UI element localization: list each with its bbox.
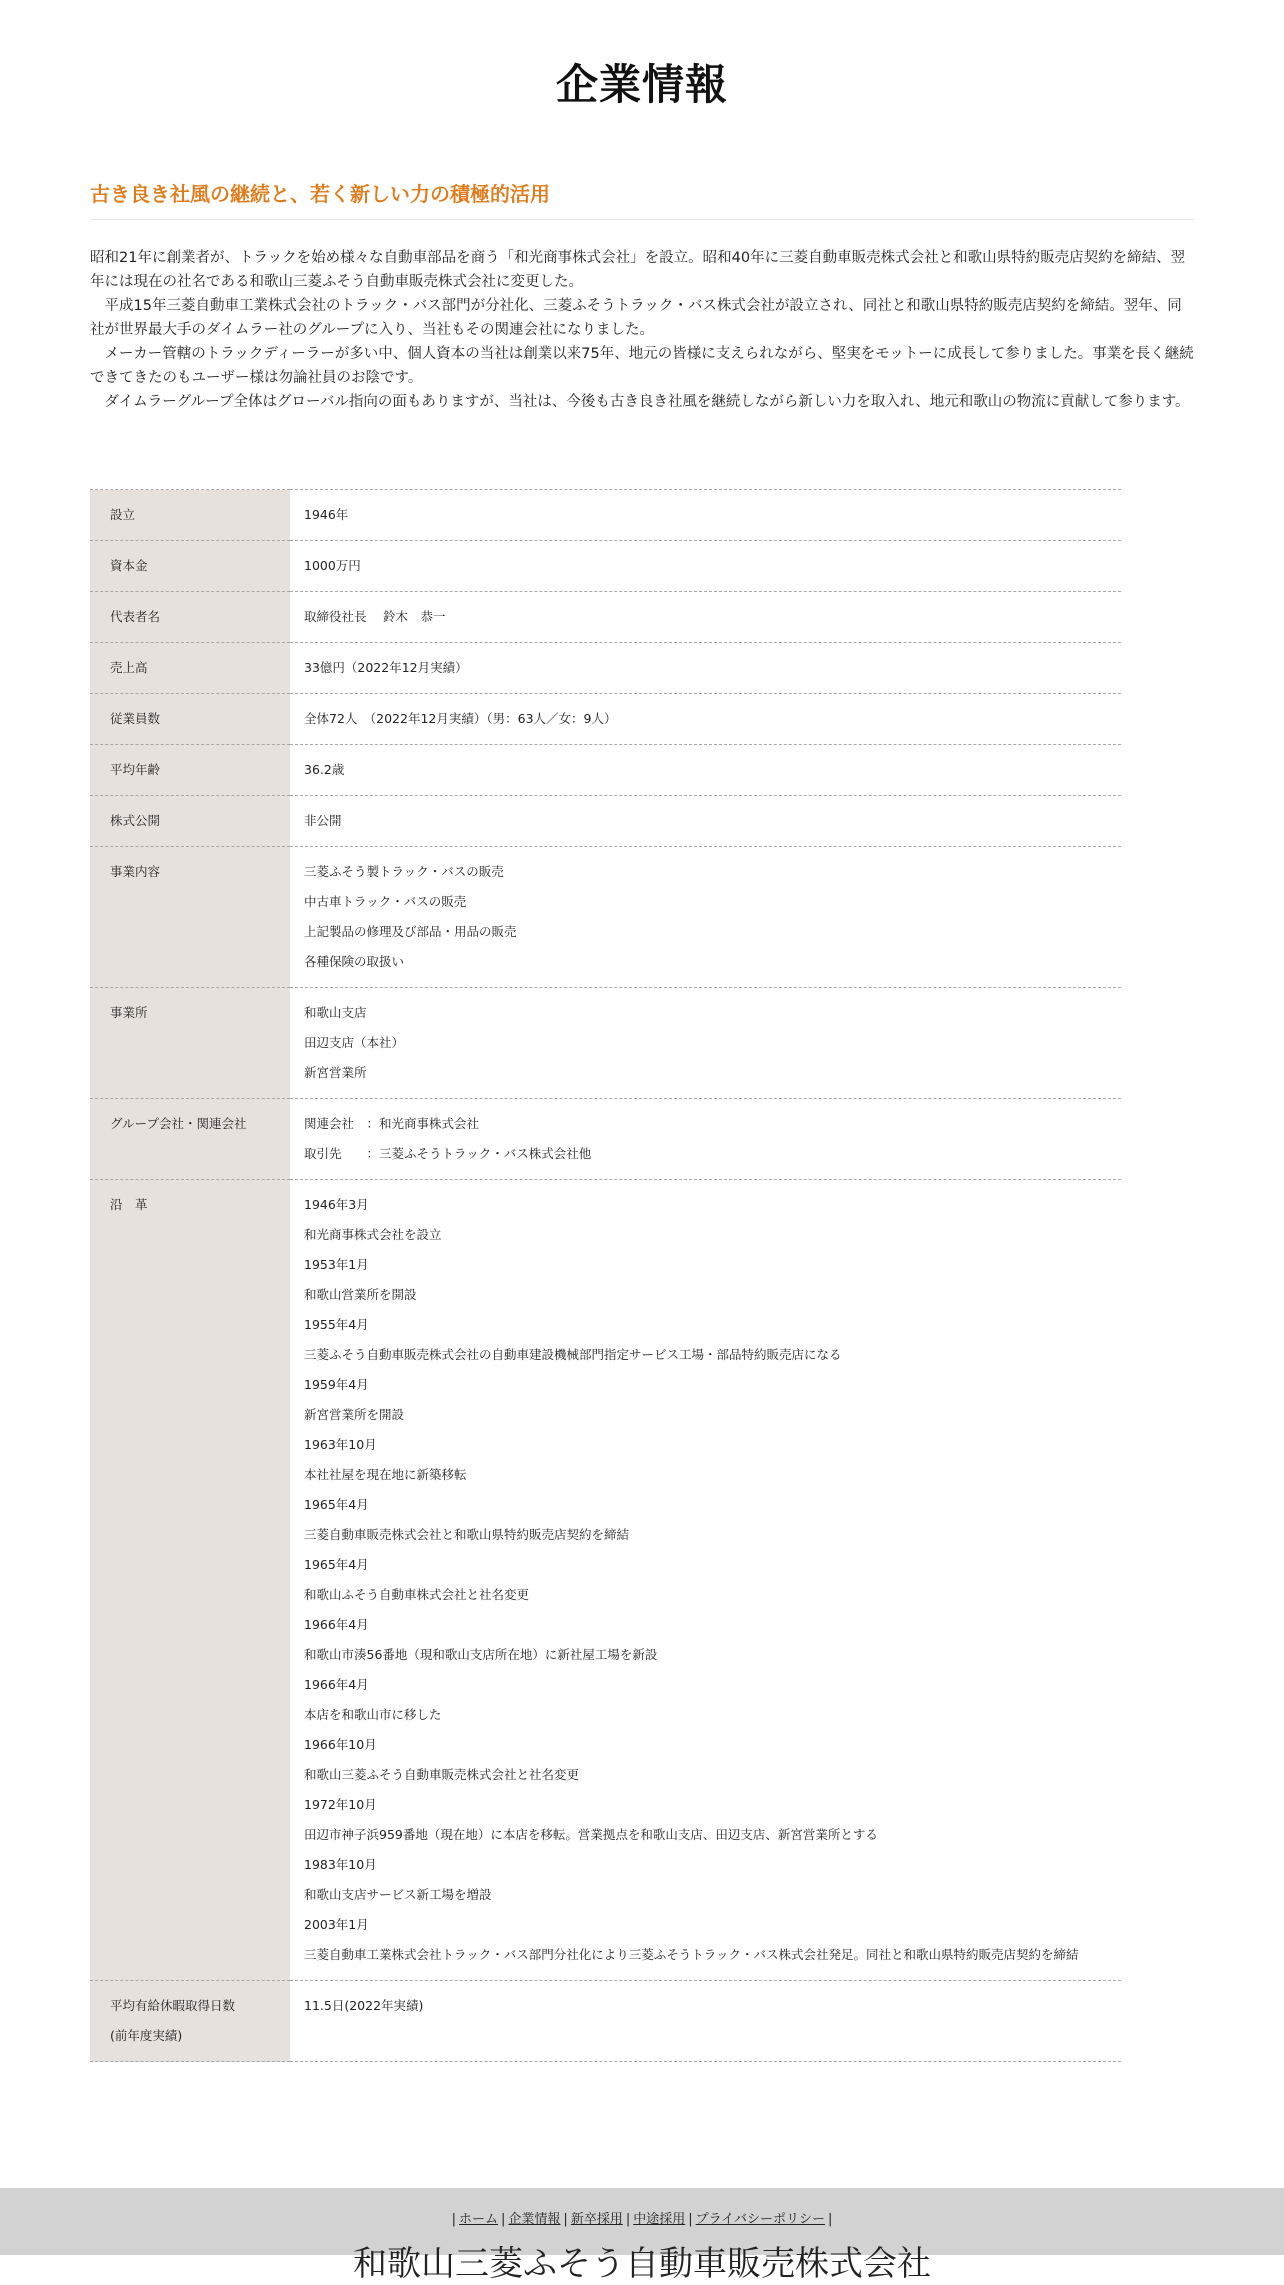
info-value-cell bbox=[290, 1099, 1121, 1180]
info-value: 1966年4月 bbox=[304, 1677, 369, 1692]
footer-company-name: 和歌山三菱ふそう自動車販売株式会社 bbox=[353, 2244, 931, 2284]
info-row bbox=[90, 988, 1121, 1099]
info-row bbox=[90, 1981, 1121, 2062]
info-label-cell bbox=[90, 643, 290, 694]
info-label-cell bbox=[90, 541, 290, 592]
info-value-cell bbox=[290, 847, 1121, 988]
info-label-cell bbox=[90, 745, 290, 796]
info-value: 36.2歳 bbox=[304, 762, 345, 777]
footer bbox=[0, 2188, 1284, 2284]
company-info-table bbox=[90, 489, 1121, 2062]
info-value: 新宮営業所 bbox=[304, 1065, 367, 1080]
info-value: 1965年4月 bbox=[304, 1497, 369, 1512]
section-heading: 古き良き社風の継続と、若く新しい力の積極的活用 bbox=[90, 178, 1194, 220]
info-value-cell bbox=[290, 1981, 1121, 2062]
info-value: 和歌山市湊56番地（現和歌山支店所在地）に新社屋工場を新設 bbox=[304, 1647, 658, 1662]
info-value: 1966年10月 bbox=[304, 1737, 377, 1752]
info-value-cell bbox=[290, 1180, 1121, 1981]
info-value: 田辺市神子浜959番地（現在地）に本店を移転。営業拠点を和歌山支店、田辺支店、新宮営業所とする bbox=[304, 1827, 878, 1842]
info-value: 1966年4月 bbox=[304, 1617, 369, 1632]
info-label: 代表者名 bbox=[110, 609, 161, 624]
info-value: 本社社屋を現在地に新築移転 bbox=[304, 1467, 467, 1482]
info-value: 関連会社 ：和光商事株式会社 bbox=[304, 1116, 480, 1131]
info-label-cell bbox=[90, 1180, 290, 1981]
info-value: 和歌山三菱ふそう自動車販売株式会社と社名変更 bbox=[304, 1767, 580, 1782]
intro-paragraph: ダイムラーグループ全体はグローバル指向の面もありますが、当社は、今後も古き良き社風を継続しながら新しい力を取入れ、地元和歌山の物流に貢献して参ります。 bbox=[104, 394, 1190, 410]
info-label: 従業員数 bbox=[110, 711, 161, 726]
info-row bbox=[90, 796, 1121, 847]
info-label-cell bbox=[90, 1981, 290, 2062]
footer-link-privacy-policy[interactable]: プライバシーポリシー bbox=[695, 2212, 825, 2227]
info-label: グループ会社・関連会社 bbox=[110, 1116, 247, 1131]
info-label: 事業所 bbox=[110, 1005, 148, 1020]
info-row bbox=[90, 694, 1121, 745]
info-value-cell bbox=[290, 541, 1121, 592]
info-value: 1965年4月 bbox=[304, 1557, 369, 1572]
info-value: 和光商事株式会社を設立 bbox=[304, 1227, 442, 1242]
info-label-cell bbox=[90, 1099, 290, 1180]
info-label: 事業内容 bbox=[110, 864, 161, 879]
info-value: 33億円（2022年12月実績） bbox=[304, 660, 468, 675]
info-label-cell bbox=[90, 592, 290, 643]
footer-link-mid-career[interactable]: 中途採用 bbox=[633, 2212, 686, 2227]
info-value: 本店を和歌山市に移した bbox=[304, 1707, 442, 1722]
info-label: (前年度実績) bbox=[110, 2028, 183, 2043]
info-label-cell bbox=[90, 847, 290, 988]
footer-nav: | ホーム | 企業情報 | 新卒採用 | 中途採用 | プライバシーポリシー | bbox=[451, 2212, 833, 2227]
info-value: 取引先 ：三菱ふそうトラック・バス株式会社他 bbox=[304, 1146, 592, 1161]
info-label: 沿 革 bbox=[110, 1197, 148, 1212]
info-value: 上記製品の修理及び部品・用品の販売 bbox=[304, 924, 517, 939]
info-value-cell bbox=[290, 796, 1121, 847]
info-label: 売上高 bbox=[110, 660, 148, 675]
info-row bbox=[90, 592, 1121, 643]
page-title: 企業情報 bbox=[555, 60, 728, 109]
info-value: 中古車トラック・バスの販売 bbox=[304, 894, 467, 909]
info-value: 和歌山支店 bbox=[304, 1005, 367, 1020]
info-row bbox=[90, 490, 1121, 541]
info-value: 三菱ふそう製トラック・バスの販売 bbox=[304, 864, 504, 879]
info-value-cell bbox=[290, 745, 1121, 796]
info-value: 各種保険の取扱い bbox=[304, 954, 405, 969]
info-label-cell bbox=[90, 694, 290, 745]
info-row bbox=[90, 847, 1121, 988]
intro-paragraph: 平成15年三菱自動車工業株式会社のトラック・バス部門が分社化、三菱ふそうトラック・バス株式会社が設立され、同社と和歌山県特約販売店契約を締結。翌年、同社が世界最大手のダイムラー社のグループに入り、当社もその関連会社になりました。 bbox=[90, 298, 1182, 338]
info-label-cell bbox=[90, 490, 290, 541]
info-value: 和歌山支店サービス新工場を増設 bbox=[304, 1887, 492, 1902]
info-label: 資本金 bbox=[110, 558, 148, 573]
info-value-cell bbox=[290, 988, 1121, 1099]
info-row bbox=[90, 643, 1121, 694]
info-label: 平均年齢 bbox=[110, 762, 161, 777]
info-value: 三菱自動車工業株式会社トラック・バス部門分社化により三菱ふそうトラック・バス株式会社発足。同社と和歌山県特約販売店契約を締結 bbox=[304, 1947, 1079, 1962]
info-label: 株式公開 bbox=[110, 813, 161, 828]
info-value: 田辺支店（本社） bbox=[304, 1035, 405, 1050]
info-label: 平均有給休暇取得日数 bbox=[110, 1998, 236, 2013]
info-value-cell bbox=[290, 643, 1121, 694]
info-value: 11.5日(2022年実績) bbox=[304, 1998, 424, 2013]
footer-link-new-graduate[interactable]: 新卒採用 bbox=[570, 2212, 623, 2227]
info-value-cell bbox=[290, 592, 1121, 643]
info-value: 和歌山ふそう自動車株式会社と社名変更 bbox=[304, 1587, 530, 1602]
info-value: 全体72人 （2022年12月実績）（男：63人／女：9人） bbox=[304, 711, 617, 726]
info-value: 1959年4月 bbox=[304, 1377, 369, 1392]
info-row bbox=[90, 541, 1121, 592]
info-value: 1955年4月 bbox=[304, 1317, 369, 1332]
intro-text bbox=[90, 246, 1194, 414]
info-row bbox=[90, 1099, 1121, 1180]
info-value-cell bbox=[290, 490, 1121, 541]
info-value: 2003年1月 bbox=[304, 1917, 369, 1932]
info-row bbox=[90, 1180, 1121, 1981]
info-value: 新宮営業所を開設 bbox=[304, 1407, 405, 1422]
intro-paragraph: メーカー管轄のトラックディーラーが多い中、個人資本の当社は創業以来75年、地元の皆様に支えられながら、堅実をモットーに成長して参りました。事業を長く継続できてきたのもユーザー様は勿論社員のお陰です。 bbox=[90, 346, 1194, 386]
info-value: 取締役社長 鈴木 恭一 bbox=[304, 609, 446, 624]
info-value: 1953年1月 bbox=[304, 1257, 369, 1272]
info-value: 非公開 bbox=[304, 813, 342, 828]
info-value: 1946年 bbox=[304, 507, 349, 522]
info-label-cell bbox=[90, 796, 290, 847]
info-value: 三菱ふそう自動車販売株式会社の自動車建設機械部門指定サービス工場・部品特約販売店になる bbox=[304, 1347, 842, 1362]
info-label-cell bbox=[90, 988, 290, 1099]
info-value: 1983年10月 bbox=[304, 1857, 377, 1872]
info-value-cell bbox=[290, 694, 1121, 745]
info-value: 1963年10月 bbox=[304, 1437, 377, 1452]
intro-paragraph: 昭和21年に創業者が、トラックを始め様々な自動車部品を商う「和光商事株式会社」を設立。昭和40年に三菱自動車販売株式会社と和歌山県特約販売店契約を締結、翌年には現在の社名である和歌山三菱ふそう自動車販売株式会社に変更した。 bbox=[90, 250, 1186, 290]
info-label: 設立 bbox=[110, 507, 136, 522]
info-value: 和歌山営業所を開設 bbox=[304, 1287, 417, 1302]
info-value: 三菱自動車販売株式会社と和歌山県特約販売店契約を締結 bbox=[304, 1527, 630, 1542]
info-row bbox=[90, 745, 1121, 796]
info-value: 1972年10月 bbox=[304, 1797, 377, 1812]
info-value: 1946年3月 bbox=[304, 1197, 369, 1212]
info-value: 1000万円 bbox=[304, 558, 361, 573]
footer-link-home[interactable]: ホーム bbox=[459, 2212, 499, 2227]
footer-link-company-info[interactable]: 企業情報 bbox=[508, 2212, 561, 2227]
